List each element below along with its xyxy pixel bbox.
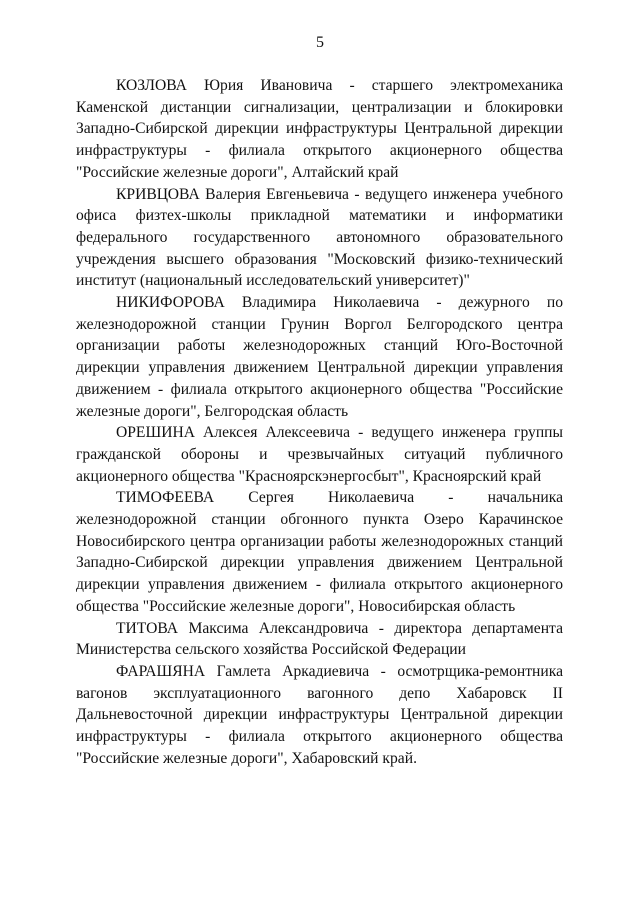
award-list (76, 75, 563, 770)
entry-farashyan: ФАРАШЯНА Гамлета Аркадиевича - осмотрщика-ремонтника вагонов эксплуатационного вагонного депо Хабаровск II Дальневосточной дирекции инфраструктуры Центральной дирекции инфраструктуры - филиала открытого акционерного общества "Российские железные дороги", Хабаровский край. (76, 662, 563, 767)
entry-krivtsov: КРИВЦОВА Валерия Евгеньевича - ведущего инженера учебного офиса физтех-школы прикладной математики и информатики федерального государственного автономного образовательного учреждения высшего образования "Московский физико-технический институт (национальный исследовательский университет)" (76, 185, 563, 290)
entry-timofeev: ТИМОФЕЕВА Сергея Николаевича - начальника железнодорожной станции обгонного пункта Озеро Карачинское Новосибирского центра организации работы железнодорожных станций Западно-Сибирской дирекции управления движением Центральной дирекции управления движением - филиала открытого акционерного общества "Российские железные дороги", Новосибирская область (76, 489, 563, 615)
entry-kozlov: КОЗЛОВА Юрия Ивановича - старшего электромеханика Каменской дистанции сигнализации, централизации и блокировки Западно-Сибирской дирекции инфраструктуры Центральной дирекции инфраструктуры - филиала открытого акционерного общества "Российские железные дороги", Алтайский край (76, 77, 563, 181)
entry-oreshin: ОРЕШИНА Алексея Алексеевича - ведущего инженера группы гражданской обороны и чрезвычайных ситуаций публичного акционерного общества "Красноярскэнергосбыт", Красноярский край (76, 424, 563, 485)
page-number: 5 (316, 34, 324, 51)
entry-titov: ТИТОВА Максима Александровича - директора департамента Министерства сельского хозяйства Российской Федерации (76, 619, 563, 659)
entry-nikiforov: НИКИФОРОВА Владимира Николаевича - дежурного по железнодорожной станции Грунин Воргол Белгородского центра организации работы железнодорожных станций Юго-Восточной дирекции управления движением Центральной дирекции управления движением - филиала открытого акционерного общества "Российские железные дороги", Белгородская область (76, 294, 563, 420)
